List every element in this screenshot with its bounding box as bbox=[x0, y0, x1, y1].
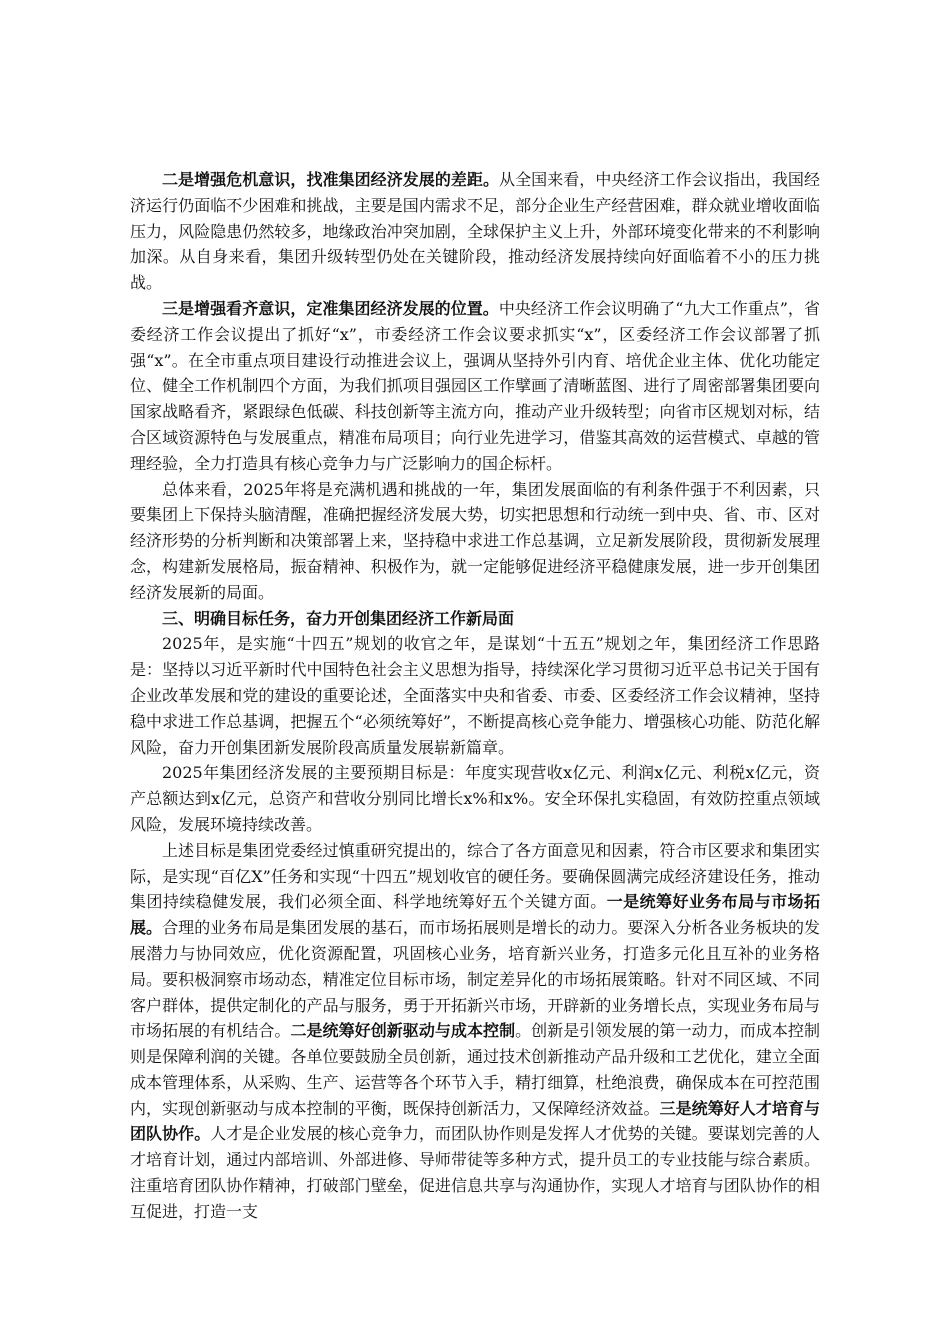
paragraph-lead: 一是统筹好业务布局与市场拓展。 bbox=[130, 892, 820, 938]
paragraph-crisis-awareness bbox=[130, 167, 820, 296]
paragraph-work-ideas bbox=[130, 631, 820, 760]
paragraph-text: 总体来看，2025年将是充满机遇和挑战的一年，集团发展面临的有利条件强于不利因素，只要集团上下保持头脑清醒，准确把握经济发展大势，切实把思想和行动统一到中央、省、市、区对经济形势的分析判断和决策部署上来，坚持稳中求进工作总基调，立足新发展阶段，贯彻新发展理念，构建新发展格局，振奋精神、积极作为，就一定能够促进经济平稳健康发展，进一步开创集团经济发展新的局面。 bbox=[130, 479, 820, 602]
paragraph-text: 上述目标是集团党委经过慎重研究提出的，综合了各方面意见和因素，符合市区要求和集团实际，是实现“百亿X”任务和实现“十四五”规划收官的硬任务。要确保圆满完成经济建设任务，推动集团持续稳健发展，我们必须全面、科学地统筹好五个关键方面。 bbox=[130, 840, 820, 912]
document-page bbox=[130, 167, 820, 1225]
paragraph-alignment-awareness bbox=[130, 296, 820, 477]
paragraph-text: 中央经济工作会议明确了“九大工作重点”，省委经济工作会议提出了抓好“x”，市委经济工作会议要求抓实“x”，区委经济工作会议部署了抓强“x”。在全市重点项目建设行动推进会议上，强调从坚持外引内育、培优企业主体、优化功能定位、健全工作机制四个方面，为我们抓项目强园区工作擘画了清晰蓝图、进行了周密部署集团要向国家战略看齐，紧跟绿色低碳、科技创新等主流方向，推动产业升级转型；向省市区规划对标，结合区域资源特色与发展重点，精准布局项目；向行业先进学习，借鉴其高效的运营模式、卓越的管理经验，全力打造具有核心竞争力与广泛影响力的国企标杆。 bbox=[130, 298, 820, 473]
paragraph-text: 。创新是引领发展的第一动力，而成本控制则是保障利润的关键。各单位要鼓励全员创新，通过技术创新推动产品升级和工艺优化，建立全面成本管理体系，从采购、生产、运营等各个环节入手，精打细算，杜绝浪费，确保成本在可控范围内，实现创新驱动与成本控制的平衡，既保持创新活力，又保障经济效益。 bbox=[130, 1021, 820, 1118]
section-heading: 三、明确目标任务，奋力开创集团经济工作新局面 bbox=[162, 608, 515, 628]
paragraph-five-aspects bbox=[130, 838, 820, 1225]
paragraph-text: 2025年集团经济发展的主要预期目标是：年度实现营收x亿元、利润x亿元、利税x亿元，资产总额达到x亿元，总资产和营收分别同比增长x%和x%。安全环保扎实稳固，有效防控重点领域风险，发展环境持续改善。 bbox=[130, 763, 820, 834]
paragraph-targets bbox=[130, 760, 820, 837]
paragraph-lead: 三是增强看齐意识，定准集团经济发展的位置。 bbox=[162, 298, 499, 318]
paragraph-lead: 二是统筹好创新驱动与成本控制 bbox=[290, 1021, 516, 1041]
paragraph-text: 人才是企业发展的核心竞争力，而团队协作则是发挥人才优势的关键。要谋划完善的人才培育计划，通过内部培训、外部进修、导师带徒等多种方式，提升员工的专业技能与综合素质。注重培育团队协作精神，打破部门壁垒，促进信息共享与沟通协作，实现人才培育与团队协作的相互促进，打造一支 bbox=[130, 1124, 820, 1221]
paragraph-text: 从全国来看，中央经济工作会议指出，我国经济运行仍面临不少困难和挑战，主要是国内需求不足，部分企业生产经营困难，群众就业增收面临压力，风险隐患仍然较多，地缘政治冲突加剧，全球保护主义上升，外部环境变化带来的不利影响加深。从自身来看，集团升级转型仍处在关键阶段，推动经济发展持续向好面临着不小的压力挑战。 bbox=[130, 170, 820, 293]
paragraph-text: 2025年，是实施“十四五”规划的收官之年，是谋划“十五五”规划之年，集团经济工作思路是：坚持以习近平新时代中国特色社会主义思想为指导，持续深化学习贯彻习近平总书记关于国有企业改革发展和党的建设的重要论述，全面落实中央和省委、市委、区委经济工作会议精神，坚持稳中求进工作总基调，把握五个“必须统筹好”，不断提高核心竞争能力、增强核心功能、防范化解风险，奋力开创集团新发展阶段高质量发展崭新篇章。 bbox=[130, 634, 820, 757]
paragraph-lead: 二是增强危机意识，找准集团经济发展的差距。 bbox=[162, 170, 500, 189]
paragraph-text: 合理的业务布局是集团发展的基石，而市场拓展则是增长的动力。要深入分析各业务板块的发展潜力与协同效应，优化资源配置，巩固核心业务，培育新兴业务，打造多元化且互补的业务格局。要积极洞察市场动态，精准定位目标市场，制定差异化的市场拓展策略。针对不同区域、不同客户群体，提供定制化的产品与服务，勇于开拓新兴市场，开辟新的业务增长点，实现业务布局与市场拓展的有机结合。 bbox=[130, 918, 820, 1041]
paragraph-lead: 三是统筹好人才培育与团队协作。 bbox=[130, 1098, 820, 1144]
paragraph-overall-outlook bbox=[130, 477, 820, 606]
